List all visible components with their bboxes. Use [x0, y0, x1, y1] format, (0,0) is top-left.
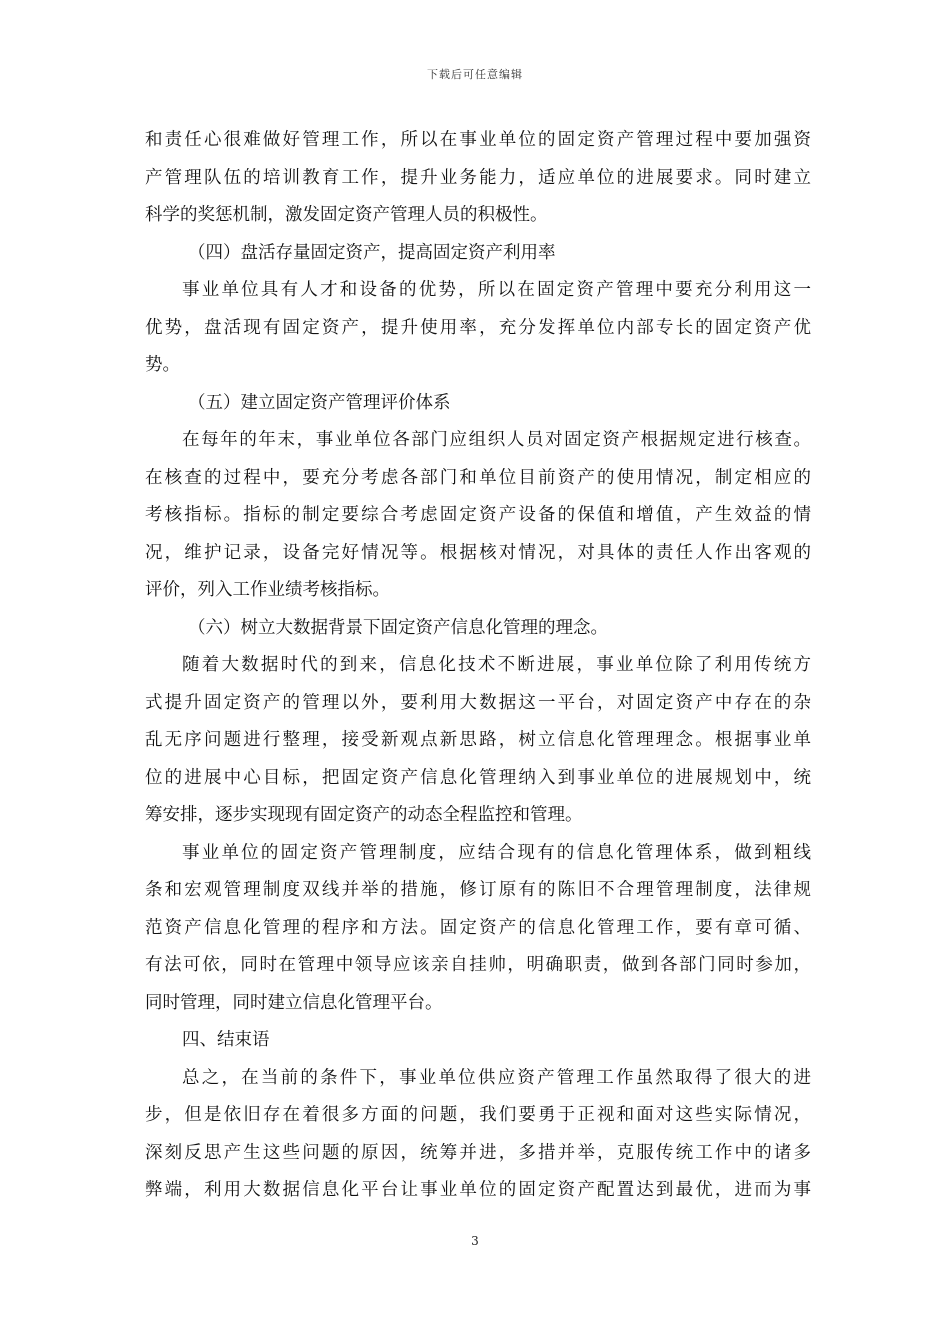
text-line: 评价，列入工作业绩考核指标。	[145, 580, 390, 600]
text-line: 同时管理，同时建立信息化管理平台。	[145, 992, 443, 1013]
page-number: 3	[471, 1234, 479, 1248]
text-line: 在核查的过程中，要充分考虑各部门和单位目前资产的使用情况，制定相应的	[145, 467, 811, 488]
text-line: 随着大数据时代的到来，信息化技术不断进展，事业单位除了利用传统方	[182, 655, 811, 675]
text-line: 式提升固定资产的管理以外，要利用大数据这一平台，对固定资产中存在的杂	[145, 692, 811, 713]
text-line: 步，但是依旧存在着很多方面的问题，我们要勇于正视和面对这些实际情况，	[145, 1105, 811, 1125]
text-line: 况，维护记录，设备完好情况等。根据核对情况，对具体的责任人作出客观的	[145, 542, 811, 563]
page-header: 下载后可任意编辑	[427, 68, 523, 81]
text-line: 产管理队伍的培训教育工作，提升业务能力，适应单位的进展要求。同时建立	[145, 167, 811, 188]
text-line: 范资产信息化管理的程序和方法。固定资产的信息化管理工作，要有章可循、	[145, 917, 811, 938]
text-line: 弊端，利用大数据信息化平台让事业单位的固定资产配置达到最优，进而为事	[145, 1180, 811, 1200]
text-line: 优势，盘活现有固定资产，提升使用率，充分发挥单位内部专长的固定资产优	[145, 317, 811, 338]
text-line: 总之，在当前的条件下，事业单位供应资产管理工作虽然取得了很大的进	[182, 1067, 811, 1088]
section-heading: 四、结束语	[182, 1030, 270, 1050]
text-line: 有法可依，同时在管理中领导应该亲自挂帅，明确职责，做到各部门同时参加，	[145, 955, 811, 975]
text-line: 和责任心很难做好管理工作，所以在事业单位的固定资产管理过程中要加强资	[145, 130, 811, 150]
text-line: 事业单位具有人才和设备的优势，所以在固定资产管理中要充分利用这一	[182, 280, 811, 300]
text-line: 乱无序问题进行整理，接受新观点新思路，树立信息化管理理念。根据事业单	[145, 730, 811, 750]
section-heading: （五）建立固定资产管理评价体系	[188, 392, 451, 413]
text-line: 位的进展中心目标，把固定资产信息化管理纳入到事业单位的进展规划中，统	[145, 767, 811, 788]
section-heading: （六）树立大数据背景下固定资产信息化管理的理念。	[188, 617, 608, 638]
text-line: 深刻反思产生这些问题的原因，统筹并进，多措并举，克服传统工作中的诸多	[145, 1142, 811, 1163]
text-line: 筹安排，逐步实现现有固定资产的动态全程监控和管理。	[145, 805, 583, 825]
text-line: 考核指标。指标的制定要综合考虑固定资产设备的保值和增值，产生效益的情	[145, 505, 811, 525]
section-heading: （四）盘活存量固定资产，提高固定资产利用率	[188, 242, 556, 263]
text-line: 事业单位的固定资产管理制度，应结合现有的信息化管理体系，做到粗线	[182, 842, 811, 863]
text-line: 科学的奖惩机制，激发固定资产管理人员的积极性。	[145, 205, 548, 225]
text-line: 条和宏观管理制度双线并举的措施，修订原有的陈旧不合理管理制度，法律规	[145, 880, 811, 900]
text-line: 在每年的年末，事业单位各部门应组织人员对固定资产根据规定进行核查。	[182, 430, 811, 450]
body-text	[145, 122, 811, 1210]
text-line: 势。	[145, 355, 180, 375]
